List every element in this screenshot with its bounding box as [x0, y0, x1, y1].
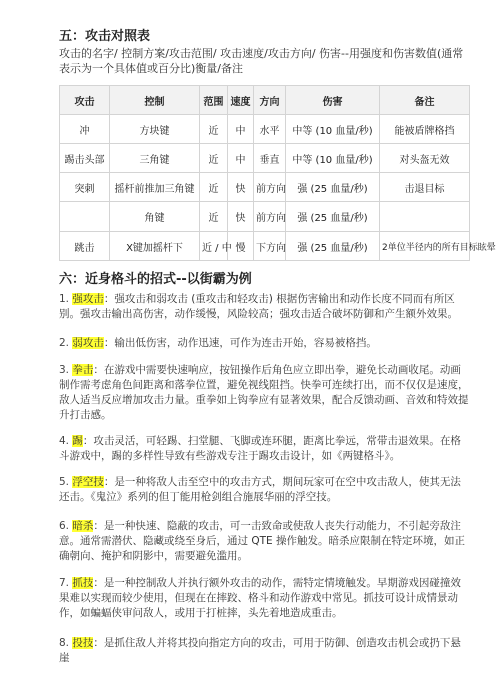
- cell-direction: 下方向: [254, 232, 286, 261]
- table-header-row: [60, 86, 470, 115]
- table-row: [60, 115, 470, 144]
- cell-range: 近: [200, 115, 228, 144]
- cell-control: X键加摇杆下: [110, 232, 200, 261]
- cell-damage: 中等 (10 血量/秒): [286, 144, 380, 173]
- item-number: 7.: [59, 577, 70, 589]
- header-notes: 备注: [380, 86, 470, 115]
- cell-range: 近: [200, 144, 228, 173]
- item-number: 6.: [59, 520, 70, 532]
- cell-notes: 对头盔无效: [380, 144, 470, 173]
- cell-control: 方块键: [110, 115, 200, 144]
- table-row: [60, 232, 470, 261]
- list-item: [59, 636, 469, 666]
- item-number: 2.: [59, 337, 70, 349]
- item-text: ：是一种将敌人击至空中的攻击方式，期间玩家可在空中攻击敌人，使其无法还击。《鬼泣》系列的但丁能用枪剑组合施展华丽的浮空技。: [59, 476, 461, 503]
- cell-notes: 2单位半径内的所有目标眩晕: [380, 232, 470, 261]
- cell-attack: 突刺: [60, 173, 110, 202]
- list-item: [59, 475, 469, 505]
- cell-speed: 中: [228, 115, 254, 144]
- cell-damage: 强 (25 血量/秒): [286, 202, 380, 232]
- cell-direction: 垂直: [254, 144, 286, 173]
- item-term: 弱攻击: [72, 337, 104, 349]
- table-row: [60, 144, 470, 173]
- item-term: 浮空技: [72, 476, 104, 488]
- header-speed: 速度: [228, 86, 254, 115]
- attack-comparison-table: [59, 85, 496, 261]
- list-item: [59, 519, 469, 564]
- cell-speed: 快: [228, 173, 254, 202]
- item-number: 5.: [59, 476, 70, 488]
- cell-damage: 强 (25 血量/秒): [286, 232, 380, 261]
- header-range: 范围: [200, 86, 228, 115]
- cell-damage: 强 (25 血量/秒): [286, 173, 380, 202]
- cell-notes: [380, 202, 470, 232]
- cell-control: 角键: [110, 202, 200, 232]
- cell-attack: 冲: [60, 115, 110, 144]
- list-item: [59, 336, 469, 351]
- section-5-heading: 五：攻击对照表: [59, 29, 151, 44]
- header-attack: 攻击: [60, 86, 110, 115]
- list-item: [59, 576, 469, 621]
- section-6-heading: 六：近身格斗的招式--以街霸为例: [59, 272, 252, 287]
- item-term: 投技: [72, 637, 94, 649]
- section-5-intro: 攻击的名字/ 控制方案/攻击范围/ 攻击速度/攻击方向/ 伤害--用强度和伤害数值(通常表示为一个具体值或百分比)衡量/备注: [59, 47, 464, 75]
- cell-attack: 踢击头部: [60, 144, 110, 173]
- item-text: ：是一种快速、隐蔽的攻击，可一击致命或使敌人丧失行动能力，不引起旁敌注意。通常需潜伏、隐藏或绕至身后，通过 QTE 操作触发。暗杀应限制在特定环境，如正确朝向、掩护和阴影中，需要避免滥用。: [59, 520, 465, 562]
- cell-range: 近: [200, 173, 228, 202]
- item-term: 拳击: [72, 364, 94, 376]
- cell-speed: 快: [228, 202, 254, 232]
- cell-notes: 能被盾牌格挡: [380, 115, 470, 144]
- item-number: 4.: [59, 435, 70, 447]
- list-item: [59, 292, 469, 322]
- cell-control: 三角键: [110, 144, 200, 173]
- table-row: [60, 202, 470, 232]
- item-term: 暗杀: [72, 520, 94, 532]
- cell-attack: [60, 202, 110, 232]
- item-text: ：在游戏中需要快速响应，按钮操作后角色应立即出拳，避免长动画收尾。动画制作需考虑角色间距离和落拳位置，避免视线阻挡。快拳可连续打出，而不仅仅是速度，敌人适当反应增加攻击力量。重拳如上钩拳应有显著效果，配合反馈动画、音效和特效提升打击感。: [59, 364, 469, 421]
- header-control: 控制: [110, 86, 200, 115]
- cell-range: 近 / 中: [200, 232, 228, 261]
- item-text: ：是抓住敌人并将其投向指定方向的攻击，可用于防御、创造攻击机会或扔下悬崖: [59, 637, 461, 664]
- item-number: 8.: [59, 637, 70, 649]
- cell-attack: 跳击: [60, 232, 110, 261]
- item-text: ：攻击灵活，可轻踢、扫堂腿、飞脚或连环腿，距离比拳远，常带击退效果。在格斗游戏中，踢的多样性导致有些游戏专注于踢攻击设计，如《两键格斗》。: [59, 435, 461, 462]
- header-direction: 方向: [254, 86, 286, 115]
- item-term: 强攻击: [72, 293, 104, 305]
- item-text: ：输出低伤害，动作迅速，可作为连击开始，容易被格挡。: [103, 337, 377, 349]
- table-row: [60, 173, 470, 202]
- item-number: 3.: [59, 364, 70, 376]
- cell-speed: 中: [228, 144, 254, 173]
- item-text: ：强攻击和弱攻击 (重攻击和轻攻击) 根据伤害输出和动作长度不同而有所区别。强攻击输出高伤害，动作缓慢，风险较高；强攻击适合破坏防御和产生额外效果。: [59, 293, 458, 320]
- header-damage: 伤害: [286, 86, 380, 115]
- item-term: 抓技: [72, 577, 94, 589]
- cell-control: 摇杆前推加三角键: [110, 173, 200, 202]
- list-item: [59, 434, 469, 464]
- cell-speed: 慢: [228, 232, 254, 261]
- cell-range: 近: [200, 202, 228, 232]
- cell-damage: 中等 (10 血量/秒): [286, 115, 380, 144]
- item-number: 1.: [59, 293, 70, 305]
- cell-direction: 水平: [254, 115, 286, 144]
- cell-direction: 前方向: [254, 173, 286, 202]
- item-text: ：是一种控制敌人并执行额外攻击的动作，需特定情境触发。早期游戏因碰撞效果难以实现而较少使用，但现在在摔跤、格斗和动作游戏中常见。抓技可设计成情景动作，如蝙蝠侠审问敌人，或用于打桩摔，头先着地造成重击。: [59, 577, 461, 619]
- cell-notes: 击退目标: [380, 173, 470, 202]
- cell-direction: 前方向: [254, 202, 286, 232]
- item-term: 踢: [72, 435, 83, 447]
- list-item: [59, 363, 469, 423]
